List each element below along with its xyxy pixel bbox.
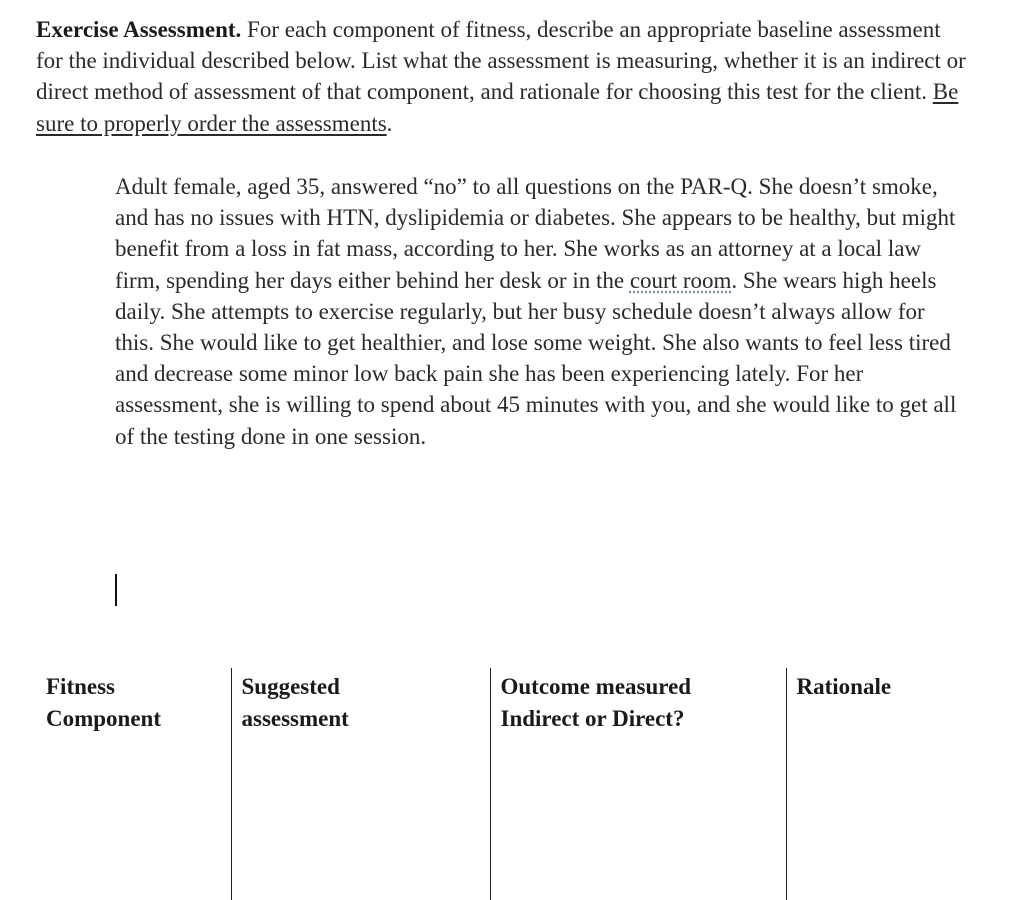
header-fitness-component[interactable] [36, 668, 231, 900]
header-line: assessment [241, 706, 349, 731]
table-header-row [36, 668, 976, 900]
header-line: Rationale [796, 674, 892, 699]
text-cursor[interactable] [115, 574, 117, 606]
header-rationale[interactable] [786, 668, 976, 900]
spellcheck-flagged-word[interactable]: court room [629, 267, 732, 293]
header-line: Suggested [241, 674, 340, 699]
header-outcome-measured[interactable] [490, 668, 786, 900]
instructions-body: For each component of fitness, describe an appropriate baseline assessment for the individual described below. List what the assessment is measuring, whether it is an indirect or direct method of assessment of that component, and rationale for choosing this test for the client. [36, 17, 966, 105]
client-scenario-paragraph[interactable] [115, 171, 960, 452]
scenario-text-part2: . She wears high heels daily. She attempts to exercise regularly, but her busy schedule doesn’t always allow for this. She would like to get healthier, and lose some weight. She also wants to feel less tired and decrease some minor low back pain she has been experiencing lately. For her assessment, she is willing to spend about 45 minutes with you, and she would like to get all of the testing done in one session. [115, 267, 957, 449]
header-line: Component [46, 706, 162, 731]
header-line: Indirect or Direct? [500, 706, 685, 731]
instructions-paragraph [36, 14, 966, 139]
instructions-emphasis: Be sure to properly order the assessments [36, 79, 959, 136]
scenario-text-part1: Adult female, aged 35, answered “no” to all questions on the PAR-Q. She doesn’t smoke, and has no issues with HTN, dyslipidemia or diabetes. She appears to be healthy, but might benefit from a loss in fat mass, according to her. She works as an attorney at a local law firm, spending her days either behind her desk or in the [115, 174, 956, 293]
assessment-table[interactable] [36, 668, 976, 900]
header-line: Fitness [46, 674, 115, 699]
header-line: Outcome measured [500, 674, 692, 699]
instructions-end: . [386, 110, 393, 136]
header-suggested-assessment[interactable] [231, 668, 490, 900]
instructions-heading: Exercise Assessment. [36, 17, 242, 42]
